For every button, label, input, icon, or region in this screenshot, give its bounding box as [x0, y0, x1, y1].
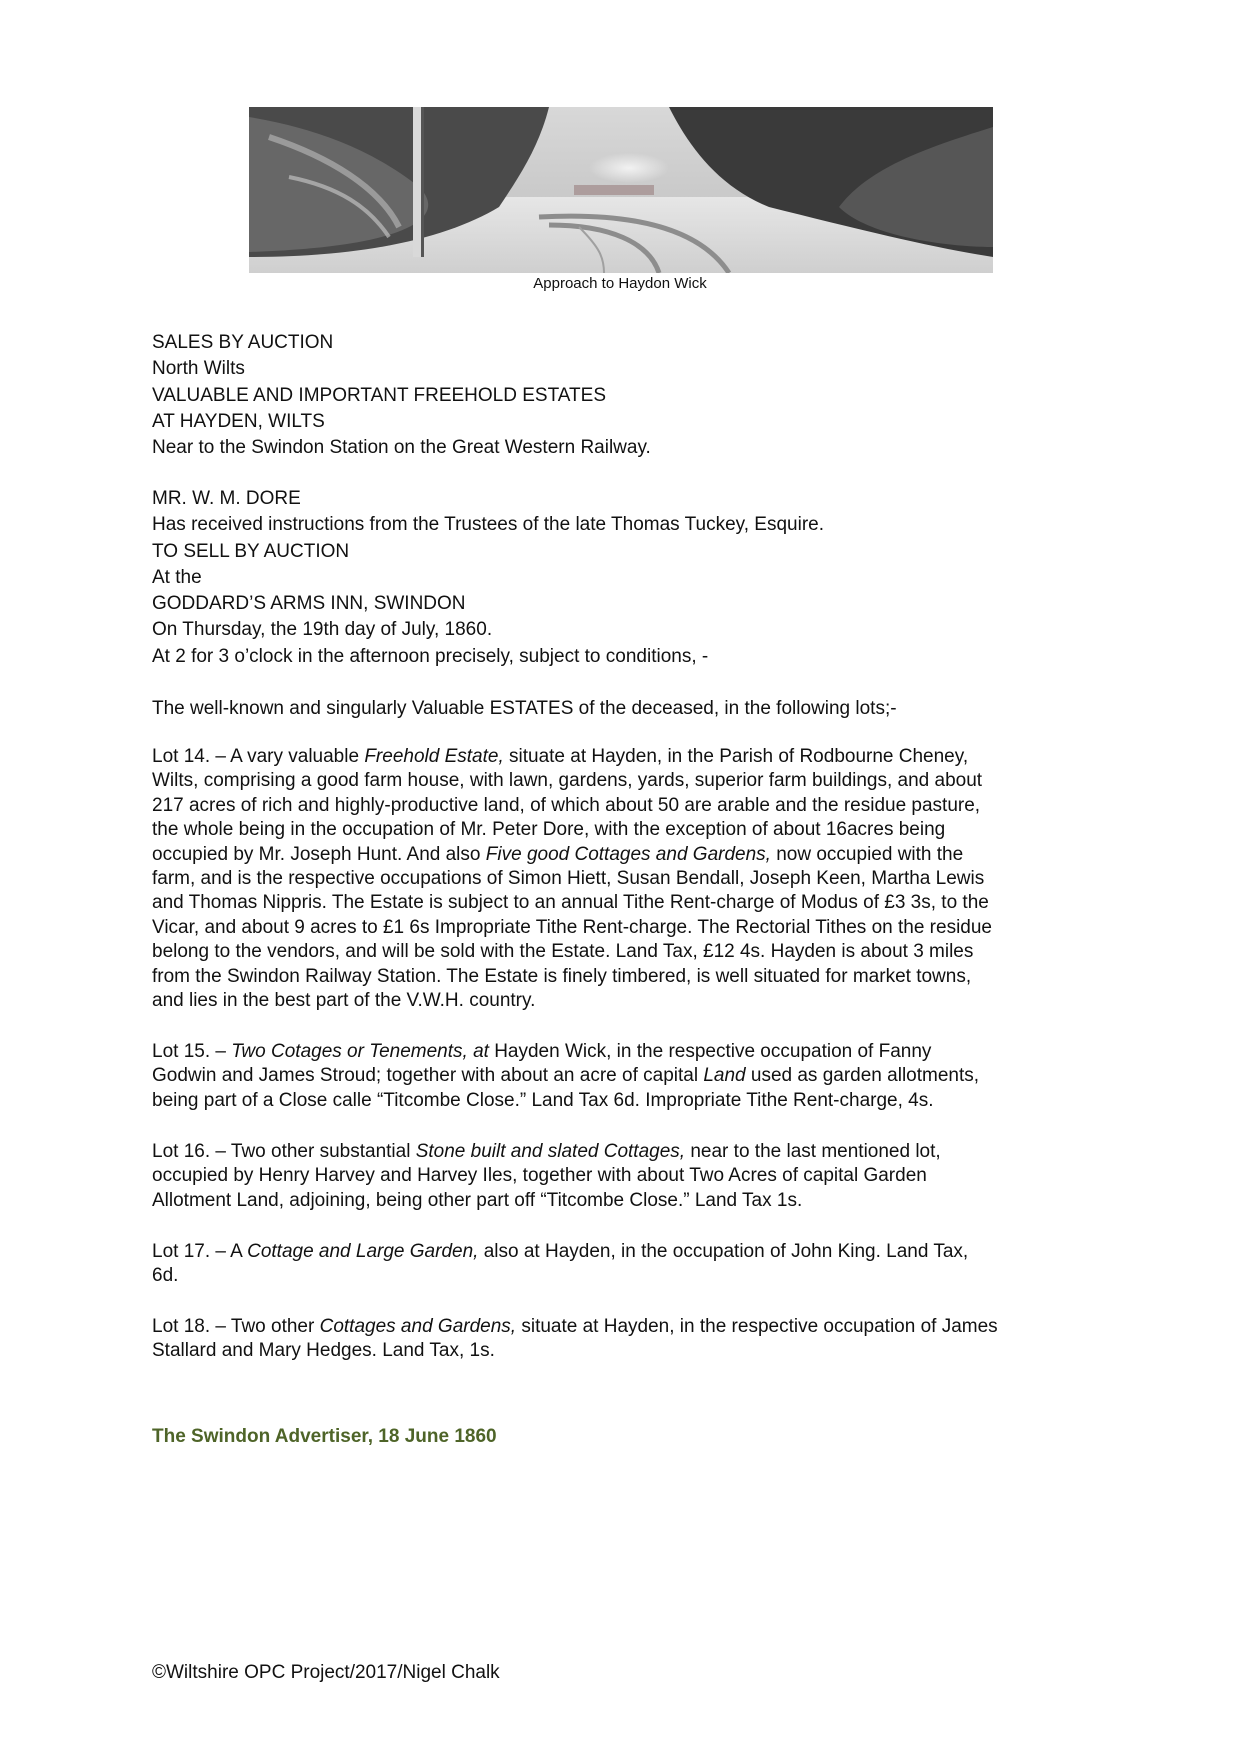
heading-line: Near to the Swindon Station on the Great Western Railway. — [152, 437, 651, 459]
lot-line — [152, 1240, 1092, 1264]
lot-line: the whole being in the occupation of Mr. Peter Dore, with the exception of about 16acres being — [152, 819, 946, 841]
lot-line: being part of a Close calle “Titcombe Close.” Land Tax 6d. Impropriate Tithe Rent-charge, 4s. — [152, 1089, 934, 1111]
heading-line: North Wilts — [152, 358, 245, 380]
copyright-footer: ©Wiltshire OPC Project/2017/Nigel Chalk — [152, 1662, 500, 1683]
text-run: situate at Hayden, in the Parish of Rodbourne Cheney, — [503, 746, 969, 767]
italic-run: Five good Cottages and Gardens, — [485, 843, 771, 865]
lot-line: farm, and is the respective occupations of Simon Hiett, Susan Bendall, Joseph Keen, Martha Lewis — [152, 868, 985, 890]
text-run: Lot 17. – A — [152, 1241, 248, 1262]
auctioneer-line: MR. W. M. DORE — [152, 488, 301, 509]
auctioneer-line: On Thursday, the 19th day of July, 1860. — [152, 619, 493, 641]
text-run: Hayden Wick, in the respective occupation of Fanny — [488, 1041, 932, 1062]
source-citation: The Swindon Advertiser, 18 June 1860 — [152, 1426, 497, 1447]
lot-16-paragraph — [152, 1140, 1092, 1213]
lot-line — [152, 1064, 1092, 1088]
photo-caption: Approach to Haydon Wick — [533, 275, 707, 292]
lot-line: and lies in the best part of the V.W.H. country. — [152, 990, 536, 1012]
text-run: Lot 16. – Two other substantial — [152, 1141, 416, 1162]
lot-line: occupied by Henry Harvey and Harvey Iles, together with about Two Acres of capital Garden — [152, 1165, 927, 1187]
text-run: near to the last mentioned lot, — [685, 1141, 941, 1162]
heading-line: SALES BY AUCTION — [152, 332, 334, 353]
lot-line — [152, 1315, 1092, 1339]
heading-line: VALUABLE AND IMPORTANT FREEHOLD ESTATES — [152, 384, 606, 406]
lot-line: from the Swindon Railway Station. The Estate is finely timbered, is well situated for market towns, — [152, 965, 972, 987]
auctioneer-line: Has received instructions from the Trustees of the late Thomas Tuckey, Esquire. — [152, 514, 824, 536]
heading-block — [152, 330, 1092, 461]
lot-line: Wilts, comprising a good farm house, with lawn, gardens, yards, superior farm buildings, and about — [152, 770, 983, 792]
italic-run: Stone built and slated Cottages, — [415, 1141, 686, 1162]
text-run: Godwin and James Stroud; together with about an acre of capital — [152, 1065, 704, 1087]
auctioneer-line: GODDARD’S ARMS INN, SWINDON — [152, 593, 466, 615]
lot-line: and Thomas Nippris. The Estate is subject to an annual Tithe Rent-charge of Modus of £3 3s, to the — [152, 892, 989, 914]
lot-line: 6d. — [152, 1265, 179, 1287]
lot-line — [152, 1040, 1092, 1064]
lot-line: belong to the vendors, and will be sold with the Estate. Land Tax, £12 4s. Hayden is about 3 miles — [152, 941, 974, 963]
text-run: Lot 15. – — [152, 1041, 232, 1062]
intro-paragraph — [152, 697, 1092, 721]
lot-18-paragraph — [152, 1315, 1092, 1364]
auctioneer-line: At 2 for 3 o’clock in the afternoon precisely, subject to conditions, - — [152, 645, 709, 667]
auctioneer-line: At the — [152, 566, 202, 588]
lot-line: 217 acres of rich and highly-productive land, of which about 50 are arable and the residue pasture, — [152, 794, 981, 816]
auctioneer-block — [152, 486, 1092, 670]
text-run: Lot 14. – A vary valuable — [152, 746, 365, 767]
lot-17-paragraph — [152, 1240, 1092, 1289]
snowy-lane-photo — [249, 107, 993, 273]
italic-run: Land — [703, 1065, 746, 1087]
text-run: occupied by Mr. Joseph Hunt. And also — [152, 843, 486, 865]
heading-line: AT HAYDEN, WILTS — [152, 410, 325, 432]
lot-line: Allotment Land, adjoining, being other part off “Titcombe Close.” Land Tax 1s. — [152, 1189, 803, 1211]
text-run: Lot 18. – Two other — [152, 1316, 320, 1337]
lot-line — [152, 745, 1092, 769]
photo-illustration — [249, 107, 993, 273]
lot-14-paragraph — [152, 745, 1092, 1013]
text-run: also at Hayden, in the occupation of John King. Land Tax, — [478, 1241, 969, 1262]
lot-line — [152, 1140, 1092, 1164]
lot-line — [152, 843, 1092, 867]
text-run: used as garden allotments, — [745, 1065, 980, 1087]
lot-15-paragraph — [152, 1040, 1092, 1113]
lot-line: Stallard and Mary Hedges. Land Tax, 1s. — [152, 1340, 495, 1362]
lot-line: Vicar, and about 9 acres to £1 6s Impropriate Tithe Rent-charge. The Rectorial Tithes on the residue — [152, 916, 992, 938]
intro-line: The well-known and singularly Valuable ESTATES of the deceased, in the following lots;- — [152, 698, 897, 719]
italic-run: Two Cotages or Tenements, at — [231, 1041, 489, 1062]
text-run: situate at Hayden, in the respective occupation of James — [516, 1316, 998, 1337]
text-run: now occupied with the — [770, 843, 964, 865]
italic-run: Cottage and Large Garden, — [247, 1241, 479, 1262]
italic-run: Cottages and Gardens, — [319, 1316, 517, 1337]
auctioneer-line: TO SELL BY AUCTION — [152, 540, 350, 562]
italic-run: Freehold Estate, — [364, 746, 504, 767]
